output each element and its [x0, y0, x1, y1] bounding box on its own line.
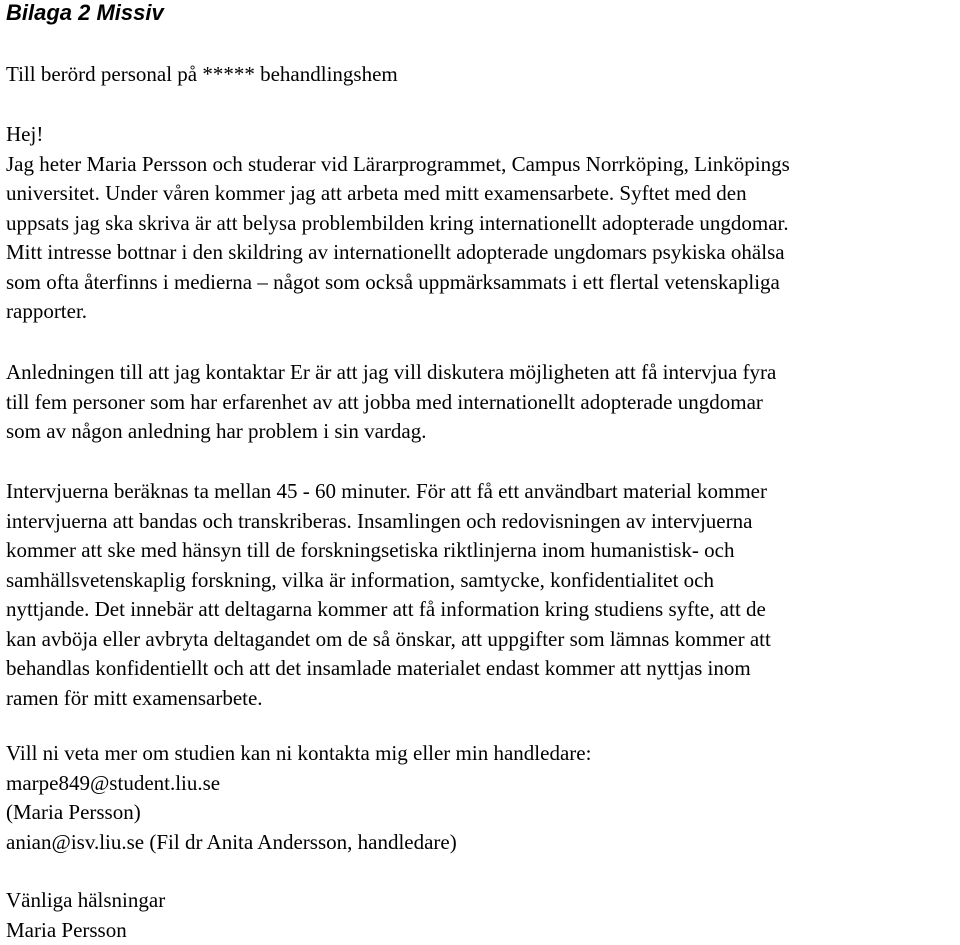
- paragraph-introduction: [6, 150, 790, 327]
- contact-intro: Vill ni veta mer om studien kan ni kontakta mig eller min handledare:: [6, 739, 591, 769]
- paragraph-purpose: [6, 358, 776, 447]
- text-line: rapporter.: [6, 297, 790, 327]
- student-name: (Maria Persson): [6, 798, 591, 828]
- student-email-link[interactable]: marpe849@student.liu.se: [6, 769, 591, 799]
- closing-section: [6, 886, 165, 945]
- text-line: behandlas konfidentiellt och att det insamlade materialet endast kommer att nyttjas inom: [6, 654, 771, 684]
- text-line: Mitt intresse bottnar i den skildring av internationellt adopterade ungdomars psykiska ohälsa: [6, 238, 790, 268]
- recipient-line: Till berörd personal på ***** behandlingshem: [6, 60, 398, 90]
- contact-section: [6, 739, 591, 857]
- text-line: Intervjuerna beräknas ta mellan 45 - 60 minuter. För att få ett användbart material kommer: [6, 477, 771, 507]
- text-line: kan avböja eller avbryta deltagandet om de så önskar, att uppgifter som lämnas kommer att: [6, 625, 771, 655]
- text-line: intervjuerna att bandas och transkriberas. Insamlingen och redovisningen av intervjuerna: [6, 507, 771, 537]
- text-line: som av någon anledning har problem i sin vardag.: [6, 417, 776, 447]
- text-line: Jag heter Maria Persson och studerar vid Lärarprogrammet, Campus Norrköping, Linköpings: [6, 150, 790, 180]
- text-line: Anledningen till att jag kontaktar Er är att jag vill diskutera möjligheten att få intervjua fyra: [6, 358, 776, 388]
- text-line: till fem personer som har erfarenhet av att jobba med internationellt adopterade ungdomar: [6, 388, 776, 418]
- text-line: nyttjande. Det innebär att deltagarna kommer att få information kring studiens syfte, att de: [6, 595, 771, 625]
- signature-name: Maria Persson: [6, 916, 165, 945]
- text-line: ramen för mitt examensarbete.: [6, 684, 771, 714]
- text-line: som ofta återfinns i medierna – något som också uppmärksammats i ett flertal vetenskapliga: [6, 268, 790, 298]
- letter-page: [6, 0, 956, 26]
- supervisor-email-line[interactable]: anian@isv.liu.se (Fil dr Anita Andersson, handledare): [6, 828, 591, 858]
- attachment-heading: Bilaga 2 Missiv: [6, 0, 956, 26]
- text-line: uppsats jag ska skriva är att belysa problembilden kring internationellt adopterade ungdomar.: [6, 209, 790, 239]
- text-line: kommer att ske med hänsyn till de forskningsetiska riktlinjerna inom humanistisk- och: [6, 536, 771, 566]
- text-line: samhällsvetenskaplig forskning, vilka är information, samtycke, konfidentialitet och: [6, 566, 771, 596]
- greeting: Hej!: [6, 120, 43, 150]
- closing-salutation: Vänliga hälsningar: [6, 886, 165, 916]
- text-line: universitet. Under våren kommer jag att arbeta med mitt examensarbete. Syftet med den: [6, 179, 790, 209]
- paragraph-interview-details: [6, 477, 771, 713]
